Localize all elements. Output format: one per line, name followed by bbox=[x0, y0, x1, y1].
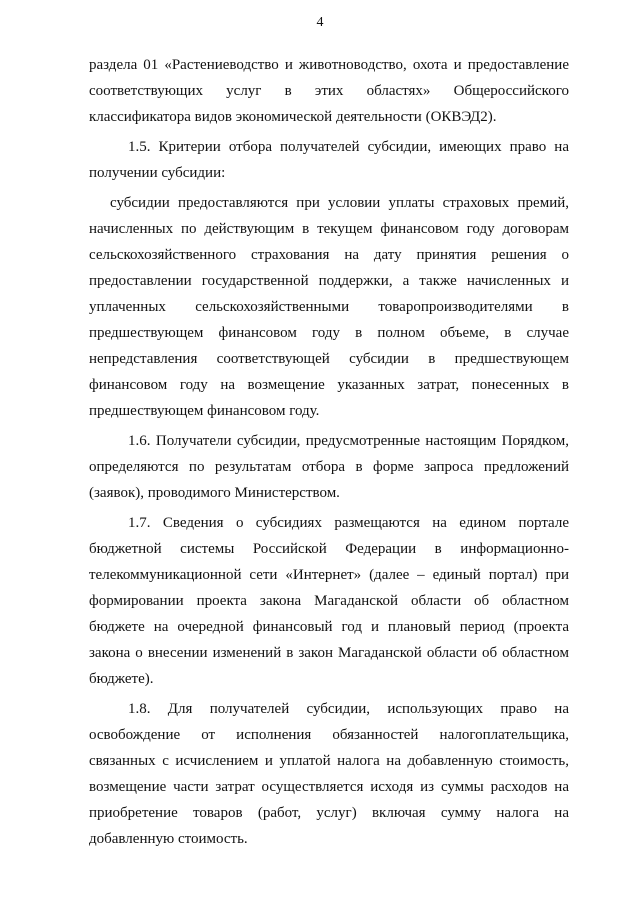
paragraph-1-7: 1.7. Сведения о субсидиях размещаются на едином портале бюджетной системы Российской Федерации в информационно-телекоммуникационной сети «Интернет» (далее – единый портал) при формировании проекта закона Магаданской области об областном бюджете на очередной финансовый год и плановый период (проекта закона о внесении изменений в закон Магаданской области об областном бюджете). bbox=[89, 515, 569, 687]
page-number: 4 bbox=[316, 15, 324, 30]
paragraph-continuation: раздела 01 «Растениеводство и животноводство, охота и предоставление соответствующих услуг в этих областях» Общероссийского классификатора видов экономической деятельности (ОКВЭД2). bbox=[89, 57, 569, 125]
paragraph-1-8: 1.8. Для получателей субсидии, использующих право на освобождение от исполнения обязанностей налогоплательщика, связанных с исчислением и уплатой налога на добавленную стоимость, возмещение части затрат осуществляется исходя из суммы расходов на приобретение товаров (работ, услуг) включая сумму налога на добавленную стоимость. bbox=[89, 701, 569, 847]
paragraph-1-5: 1.5. Критерии отбора получателей субсидии, имеющих право на получении субсидии: bbox=[89, 139, 569, 181]
paragraph-1-5-criteria: субсидии предоставляются при условии уплаты страховых премий, начисленных по действующим в текущем финансовом году договорам сельскохозяйственного страхования на дату принятия решения о предоставлении государственной поддержки, а также начисленных и уплаченных сельскохозяйственными товаропроизводителями в предшествующем финансовом году в полном объеме, в случае непредставления соответствующей субсидии в предшествующем финансовом году на возмещение указанных затрат, понесенных в предшествующем финансовом году. bbox=[89, 195, 569, 419]
document-body bbox=[89, 52, 569, 852]
paragraph-1-6: 1.6. Получатели субсидии, предусмотренные настоящим Порядком, определяются по результатам отбора в форме запроса предложений (заявок), проводимого Министерством. bbox=[89, 433, 569, 501]
